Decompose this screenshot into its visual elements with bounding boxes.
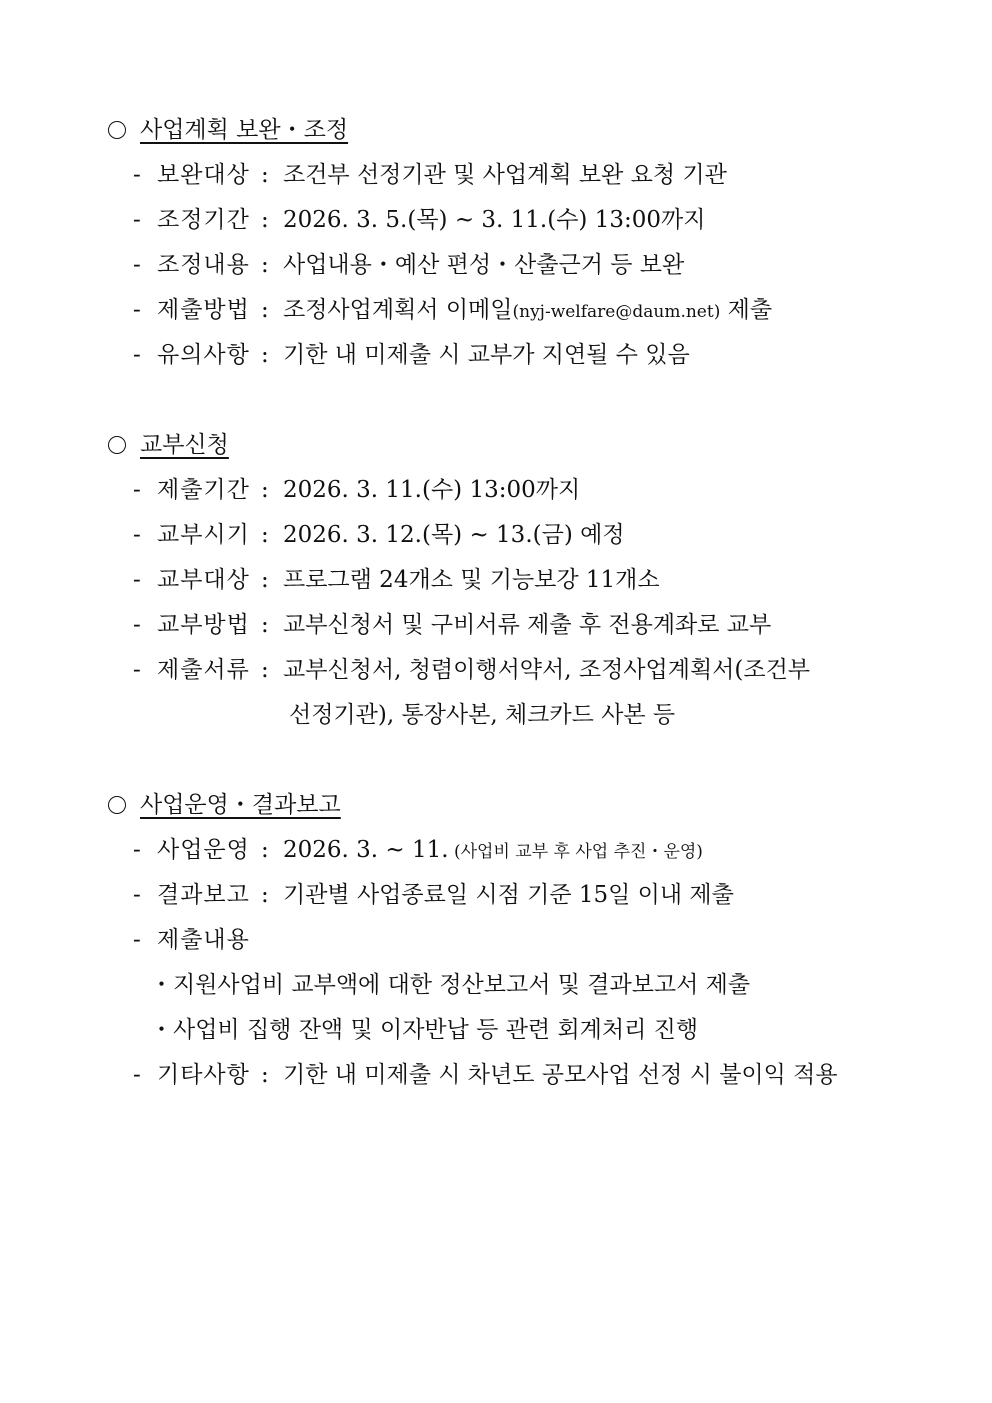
item-label: 교부대상 [157, 567, 250, 593]
list-item [133, 925, 261, 955]
item-value: 기한 내 미제출 시 교부가 지연될 수 있음 [283, 342, 690, 368]
item-value-tail: 제출 [720, 297, 773, 323]
circle-bullet-icon [108, 436, 126, 454]
list-item [133, 880, 734, 910]
section-title: 교부신청 [140, 432, 229, 458]
item-label: 기타사항 [157, 1062, 250, 1088]
item-value: 조건부 선정기관 및 사업계획 보완 요청 기관 [283, 162, 727, 188]
dash-marker: - [133, 522, 141, 548]
dash-marker: - [133, 837, 141, 863]
colon-separator: : [261, 522, 269, 548]
dash-marker: - [133, 657, 141, 683]
item-label: 제출서류 [157, 657, 250, 683]
colon-separator: : [261, 162, 269, 188]
item-value: 2026. 3. 11.(수) 13:00까지 [283, 477, 581, 503]
list-item [133, 340, 690, 370]
dash-marker: - [133, 207, 141, 233]
section-heading [108, 430, 229, 460]
section-heading [108, 115, 348, 145]
list-item [133, 250, 684, 280]
list-item [133, 835, 703, 867]
colon-separator: : [261, 882, 269, 908]
item-label: 사업운영 [157, 837, 250, 863]
dash-marker: - [133, 882, 141, 908]
item-label: 제출기간 [157, 477, 250, 503]
colon-separator: : [261, 837, 269, 863]
dash-marker: - [133, 477, 141, 503]
item-value: 교부신청서, 청렴이행서약서, 조정사업계획서(조건부 [283, 657, 811, 683]
item-value: 2026. 3. 5.(목) ~ 3. 11.(수) 13:00까지 [283, 207, 706, 233]
item-value: 프로그램 24개소 및 기능보강 11개소 [283, 567, 660, 593]
dash-marker: - [133, 612, 141, 638]
item-value-main: 2026. 3. ~ 11. [283, 837, 449, 863]
section-title: 사업계획 보완・조정 [140, 117, 349, 143]
item-value [283, 835, 703, 867]
list-item [133, 520, 625, 550]
dash-marker: - [133, 252, 141, 278]
list-item [133, 295, 772, 327]
item-label: 유의사항 [157, 342, 250, 368]
email-address: (nyj-welfare@daum.net) [512, 302, 721, 322]
dash-marker: - [133, 927, 141, 953]
circle-bullet-icon [108, 121, 126, 139]
list-item [133, 160, 727, 190]
item-value: 기관별 사업종료일 시점 기준 15일 이내 제출 [283, 882, 734, 908]
colon-separator: : [261, 477, 269, 503]
item-value-continuation: 선정기관), 통장사본, 체크카드 사본 등 [289, 702, 676, 728]
list-item [133, 205, 705, 235]
item-label: 교부방법 [157, 612, 250, 638]
item-value: 2026. 3. 12.(목) ~ 13.(금) 예정 [283, 522, 625, 548]
item-value: 교부신청서 및 구비서류 제출 후 전용계좌로 교부 [283, 612, 772, 638]
list-item [133, 1060, 838, 1090]
list-item [133, 610, 771, 640]
item-label: 조정기간 [157, 207, 250, 233]
colon-separator: : [261, 612, 269, 638]
colon-separator: : [261, 1062, 269, 1088]
circle-bullet-icon [108, 796, 126, 814]
section-heading [108, 790, 341, 820]
colon-separator: : [261, 207, 269, 233]
item-label: 제출내용 [157, 927, 250, 953]
item-value [283, 295, 772, 327]
dash-marker: - [133, 297, 141, 323]
item-label: 조정내용 [157, 252, 250, 278]
item-label: 제출방법 [157, 297, 250, 323]
colon-separator: : [261, 657, 269, 683]
list-item [133, 655, 810, 685]
dash-marker: - [133, 1062, 141, 1088]
dash-marker: - [133, 342, 141, 368]
dash-marker: - [133, 162, 141, 188]
sub-bullet-item: ・사업비 집행 잔액 및 이자반납 등 관련 회계처리 진행 [150, 1017, 699, 1043]
colon-separator: : [261, 297, 269, 323]
section-title: 사업운영・결과보고 [140, 792, 341, 818]
sub-bullet-item: ・지원사업비 교부액에 대한 정산보고서 및 결과보고서 제출 [150, 972, 751, 998]
colon-separator: : [261, 567, 269, 593]
item-label: 결과보고 [157, 882, 250, 908]
colon-separator: : [261, 252, 269, 278]
item-value-main: 조정사업계획서 이메일 [283, 297, 513, 323]
item-label: 보완대상 [157, 162, 250, 188]
list-item [133, 475, 580, 505]
item-value: 사업내용・예산 편성・산출근거 등 보완 [283, 252, 685, 278]
dash-marker: - [133, 567, 141, 593]
list-item [133, 565, 660, 595]
item-value: 기한 내 미제출 시 차년도 공모사업 선정 시 불이익 적용 [283, 1062, 838, 1088]
colon-separator: : [261, 342, 269, 368]
item-label: 교부시기 [157, 522, 250, 548]
item-value-note: (사업비 교부 후 사업 추진・운영) [448, 842, 703, 862]
